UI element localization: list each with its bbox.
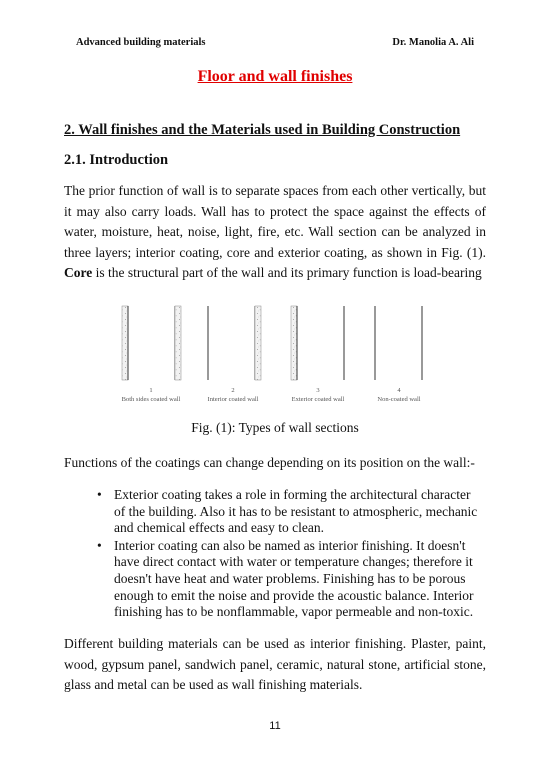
bullet-icon: • — [97, 487, 102, 502]
wall-2-number: 2 — [231, 387, 235, 394]
section-heading: 2. Wall finishes and the Materials used in Building Construction — [64, 122, 461, 138]
figure-caption: Fig. (1): Types of wall sections — [191, 420, 359, 435]
page-title: Floor and wall finishes — [197, 68, 353, 85]
functions-intro: Functions of the coatings can change depending on its position on the wall:- — [64, 455, 475, 470]
wall-3-number: 3 — [316, 387, 320, 394]
intro-text-end: is the structural part of the wall and its primary function is load-bearing — [92, 265, 482, 280]
bullet-icon: • — [97, 537, 102, 553]
subsection-heading: 2.1. Introduction — [64, 152, 169, 168]
closing-paragraph: Different building materials can be used as interior finishing. Plaster, paint, wood, gypsum panel, sandwich panel, ceramic, natural stone, artificial stone, glass and metal can be used as wall finishing materials. — [64, 636, 486, 692]
header-author: Dr. Manolia A. Ali — [392, 37, 474, 48]
bullet-text: Interior coating can also be named as interior finishing. It doesn't have direct contact with water or temperature changes; therefore it doesn't have heat and water problems. Finishing has to be porous enough to emit the noise and provide the acoustic balance. Interior finishing has to be nonflammable, vapor permeable and non-toxic. — [114, 537, 474, 620]
intro-bold-core: Core — [64, 265, 93, 280]
header-course-title: Advanced building materials — [76, 37, 206, 48]
wall-section-3 — [291, 306, 344, 380]
coating-functions-list — [92, 487, 484, 622]
wall-1-number: 1 — [149, 387, 153, 394]
wall-3-label: Exterior coated wall — [291, 396, 345, 403]
bullet-text: Exterior coating takes a role in forming the architectural character of the building. Also it has to be resistant to atmospheric, mechanic and chemical effects and easy to clean. — [114, 487, 478, 536]
list-item — [92, 487, 484, 537]
list-item — [92, 538, 484, 621]
page-number: 11 — [269, 720, 281, 732]
wall-1-label: Both sides coated wall — [121, 396, 181, 403]
intro-paragraph — [64, 181, 486, 284]
wall-4-number: 4 — [397, 387, 401, 394]
wall-sections-figure — [100, 300, 450, 412]
wall-4-label: Non-coated wall — [377, 396, 421, 403]
wall-section-2 — [208, 306, 261, 380]
wall-section-4 — [375, 306, 422, 380]
wall-2-label: Interior coated wall — [207, 396, 259, 403]
wall-section-1 — [122, 306, 181, 380]
intro-text-start: The prior function of wall is to separate spaces from each other vertically, but it may also carry loads. Wall has to protect the space against the effects of water, moisture, heat, noise, light, fire, etc. Wall section can be analyzed in three layers; interior coating, core and exterior coating, as shown in Fig. (1). — [64, 183, 486, 260]
